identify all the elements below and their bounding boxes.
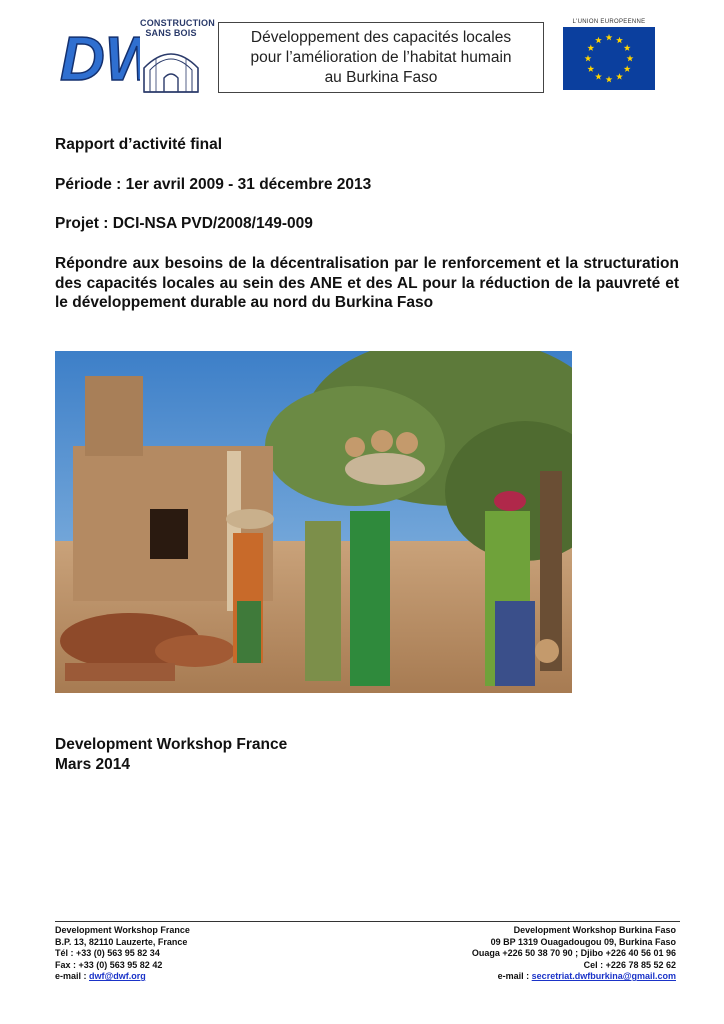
footer-france-email-row [55,971,190,983]
report-title: Rapport d’activité final [55,136,223,153]
project-reference: Projet : DCI-NSA PVD/2008/149-009 [55,215,313,232]
csb-logo-line1: CONSTRUCTION [140,18,215,28]
footer-burkina-name: Development Workshop Burkina Faso [513,925,676,935]
footer-burkina-cel: Cel : +226 78 85 52 62 [583,959,676,970]
footer-france-contact [55,925,190,983]
csb-logo-line2: SANS BOIS [145,28,197,38]
footer-burkina-phones: Ouaga +226 50 38 70 90 ; Djibo +226 40 56 01 96 [471,948,676,958]
footer-burkina-email-link[interactable]: secretriat.dwfburkina@gmail.com [531,971,676,981]
report-date: Mars 2014 [55,756,130,773]
header-title-line-2: pour l’amélioration de l’habitat humain [250,48,512,66]
footer-burkina-email-row [472,971,676,983]
dw-logo-text: D [60,25,105,94]
report-period: Période : 1er avril 2009 - 31 décembre 2013 [55,176,372,193]
organization-name: Development Workshop France [55,736,288,753]
footer-france-tel: Tél : +33 (0) 563 95 82 34 [55,948,160,958]
footer-france-address: B.P. 13, 82110 Lauzerte, France [55,936,188,947]
footer-france-email-link[interactable]: dwf@dwf.org [89,971,146,981]
eu-label: L'UNION EUROPEENNE [572,19,646,25]
footer-burkina-contact [472,925,676,983]
construction-sans-bois-logo [140,18,215,96]
project-description: Répondre aux besoins de la décentralisation par le renforcement et la structuration des capacités locales au sein des ANE et des AL pour la réduction de la pauvreté et le développement durable au nord du Burkina Faso [55,255,679,311]
footer-france-email-label: e-mail : [55,971,90,981]
header-title-box [218,22,544,93]
organization-block [55,735,287,775]
header-title-line-1: Développement des capacités locales [250,28,512,46]
cover-photo [55,351,572,693]
footer-burkina-address: 09 BP 1319 Ouagadougou 09, Burkina Faso [490,936,676,947]
footer-france-fax: Fax : +33 (0) 563 95 82 42 [55,959,163,970]
footer-france-name: Development Workshop France [55,925,190,935]
vault-house-icon [140,38,202,94]
footer-divider [55,921,680,922]
dw-logo [58,18,140,94]
header-title-line-3: au Burkina Faso [324,68,438,86]
eu-logo [563,18,655,91]
footer-burkina-email-label: e-mail : [497,971,532,981]
eu-flag-icon [563,27,655,90]
